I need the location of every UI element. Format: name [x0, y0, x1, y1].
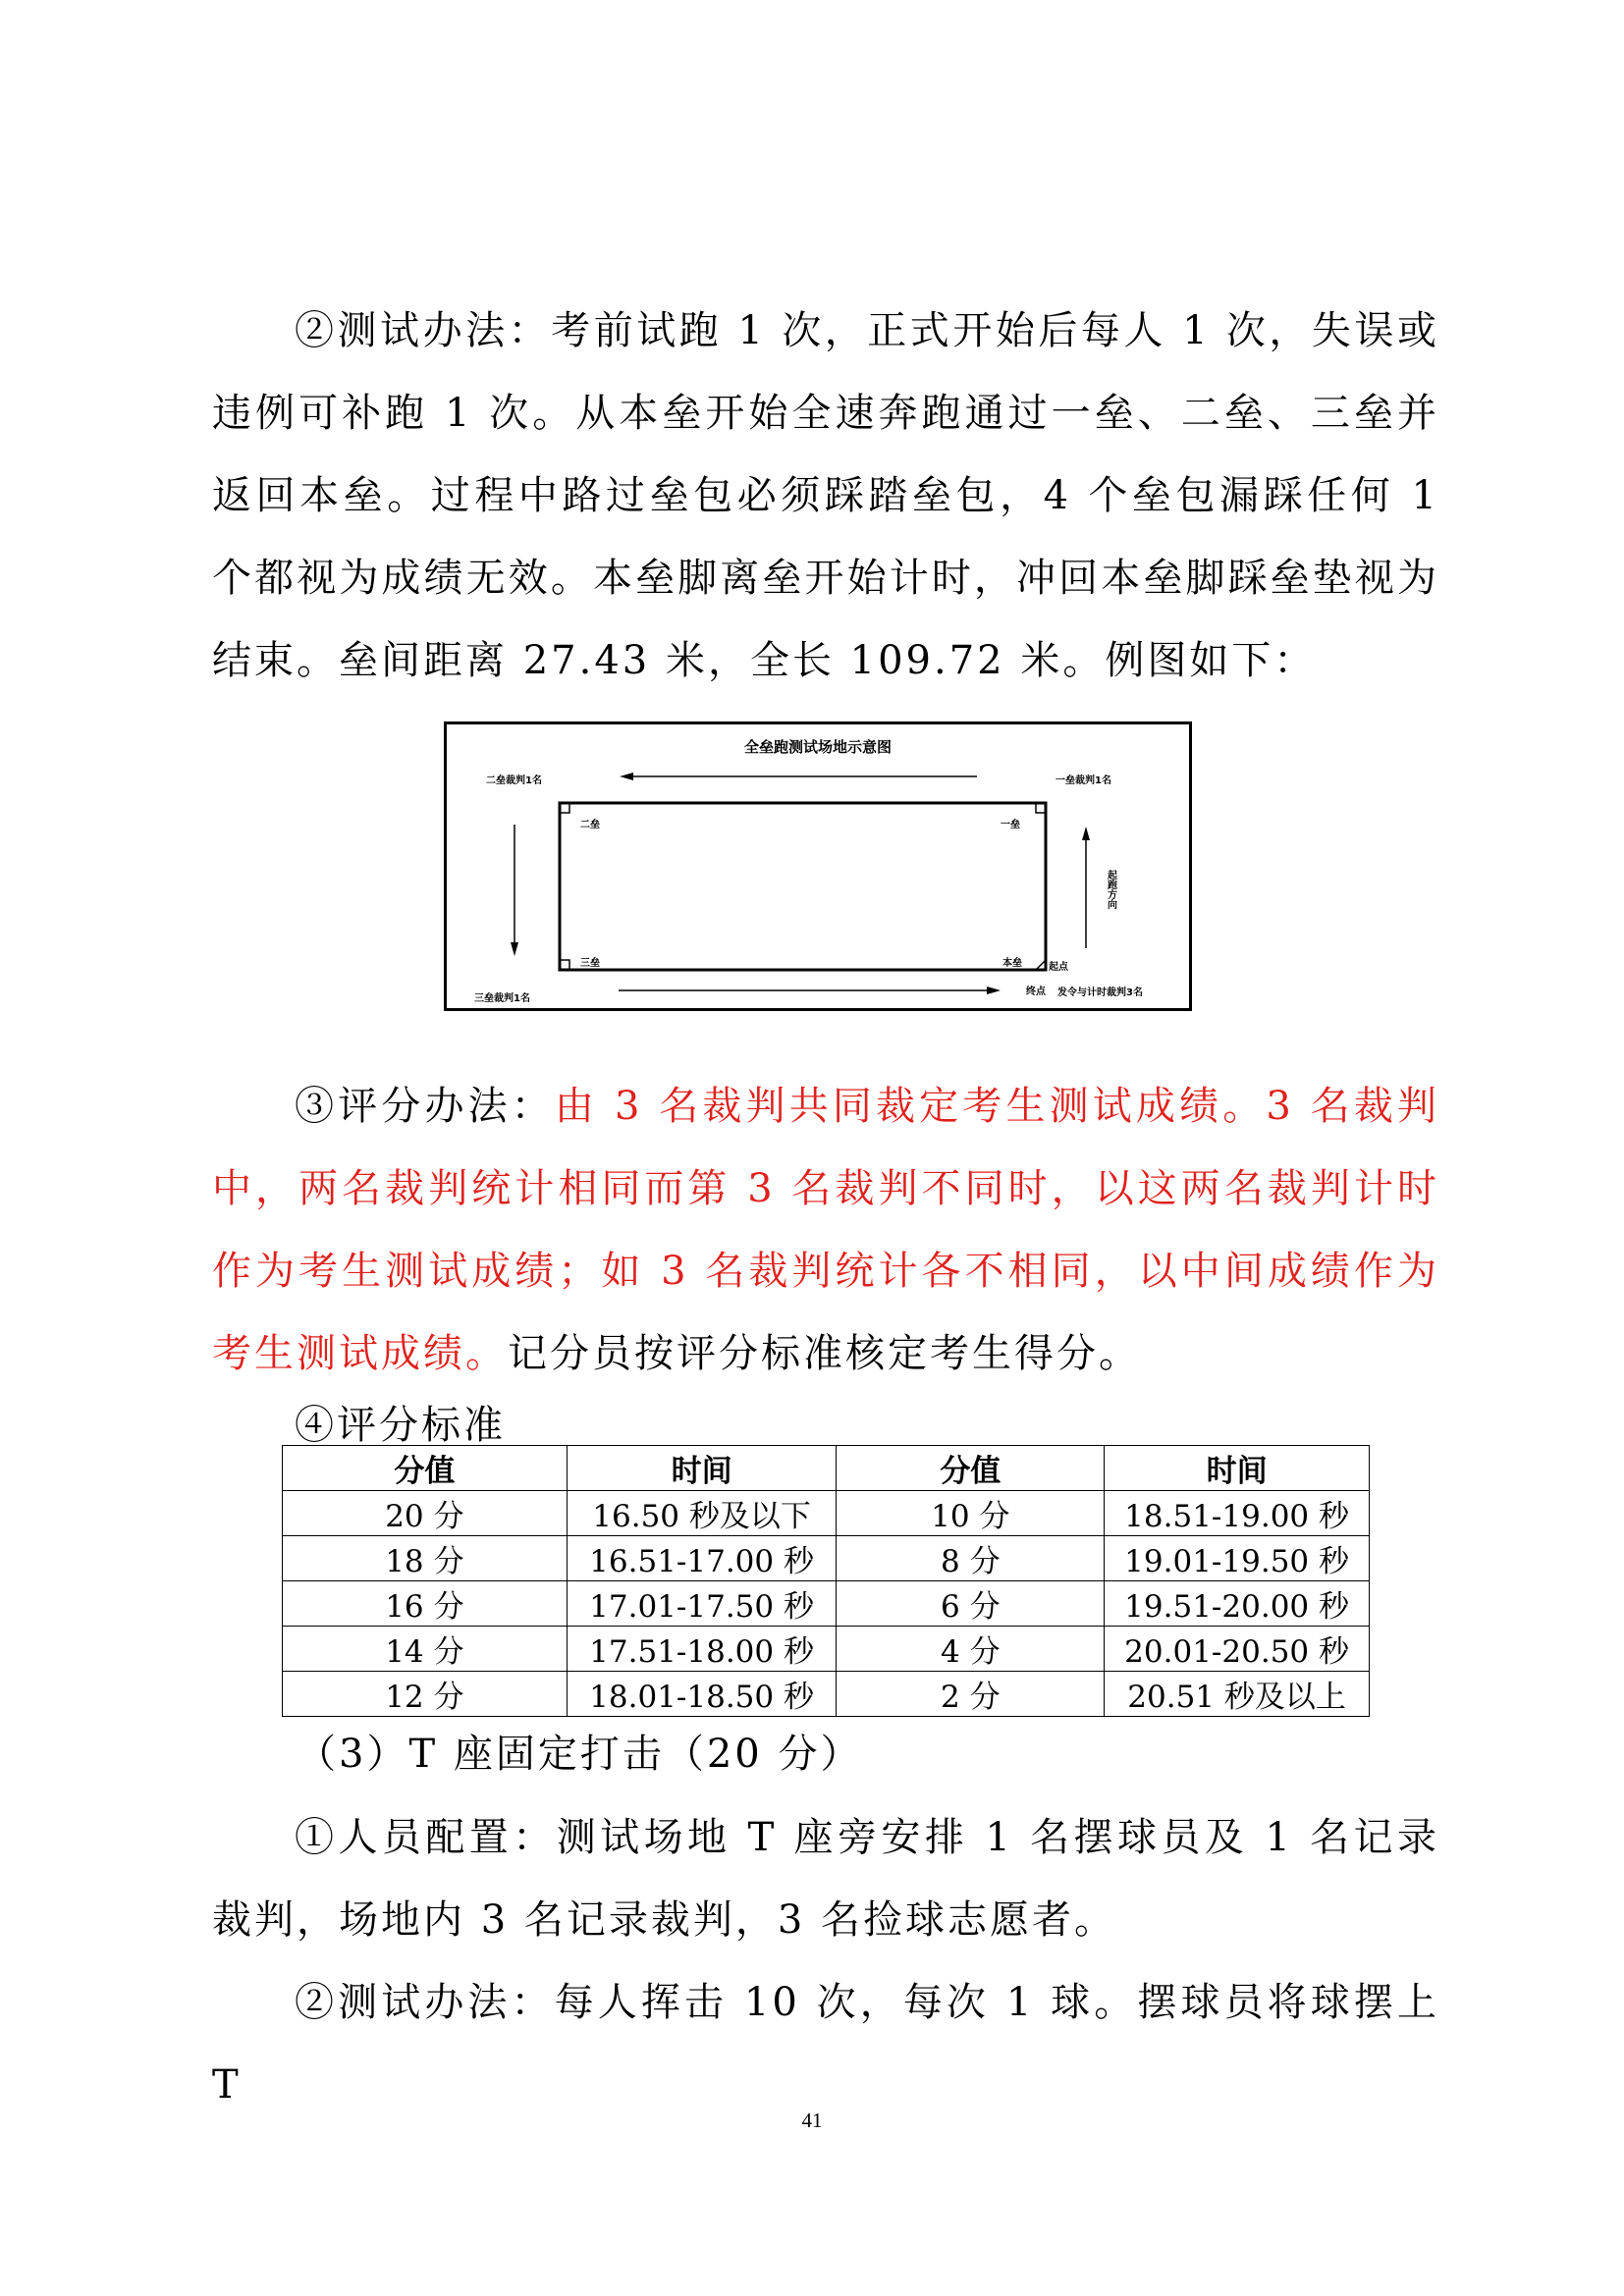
- staffing-paragraph: ①人员配置：测试场地 T 座旁安排 1 名摆球员及 1 名记录裁判，场地内 3 名记录裁判，3 名捡球志愿者。: [212, 1815, 1439, 1943]
- field-rectangle: [560, 803, 1046, 970]
- table-row: [283, 1491, 1370, 1536]
- table-cell: 2 分: [837, 1672, 1105, 1717]
- scoring-method-paragraph: [212, 1065, 1439, 1395]
- table-cell: 4 分: [837, 1627, 1105, 1672]
- scoring-method-tail: 记分员按评分标准核定考生得分。: [508, 1331, 1141, 1376]
- table-row: [283, 1581, 1370, 1627]
- table-cell: 20.01-20.50 秒: [1105, 1627, 1370, 1672]
- scoring-method-label: ③评分办法：: [295, 1084, 555, 1129]
- table-cell: 17.51-18.00 秒: [567, 1627, 837, 1672]
- table-cell: 19.51-20.00 秒: [1105, 1581, 1370, 1627]
- first-base-judge-label: 一垒裁判1名: [1056, 775, 1111, 786]
- table-cell: 12 分: [283, 1672, 568, 1717]
- table-cell: 17.01-17.50 秒: [567, 1581, 837, 1627]
- finish-point-label: 终点: [1026, 987, 1046, 997]
- table-row: [283, 1627, 1370, 1672]
- table-cell: 16 分: [283, 1581, 568, 1627]
- table-cell: 19.01-19.50 秒: [1105, 1536, 1370, 1581]
- table-cell: 16.51-17.00 秒: [567, 1536, 837, 1581]
- third-base-judge-label: 三垒裁判1名: [474, 993, 530, 1004]
- field-diagram-svg: [447, 724, 1189, 1008]
- diagram-title: 全垒跑测试场地示意图: [743, 738, 893, 756]
- table-cell: 18.01-18.50 秒: [567, 1672, 837, 1717]
- scoring-standard-heading: ④评分标准: [295, 1403, 506, 1448]
- page-number: 41: [801, 2109, 823, 2132]
- third-base-label: 三垒: [580, 958, 600, 969]
- table-cell: 10 分: [837, 1491, 1105, 1536]
- home-base-label: 本垒: [1002, 958, 1022, 969]
- table-cell: 6 分: [837, 1581, 1105, 1627]
- table-row: [283, 1536, 1370, 1581]
- table-cell: 16.50 秒及以下: [567, 1491, 837, 1536]
- header-score: 分值: [283, 1446, 568, 1491]
- header-score: 分值: [837, 1446, 1105, 1491]
- starter-timer-judges-label: 发令与计时裁判3名: [1057, 988, 1143, 998]
- table-cell: 18 分: [283, 1536, 568, 1581]
- table-cell: 20.51 秒及以上: [1105, 1672, 1370, 1717]
- table-cell: 18.51-19.00 秒: [1105, 1491, 1370, 1536]
- test-method-paragraph-2: ②测试办法：每人挥击 10 次，每次 1 球。摆球员将球摆上 T: [212, 1980, 1439, 2108]
- start-point-label: 起点: [1049, 962, 1068, 973]
- second-base-label: 二垒: [580, 820, 600, 830]
- table-header-row: [283, 1446, 1370, 1491]
- header-time: 时间: [567, 1446, 837, 1491]
- run-direction-label: 起跑方向: [1105, 870, 1116, 909]
- section-3-title: （3）T 座固定打击（20 分）: [297, 1732, 863, 1777]
- top-arrow-head: [620, 773, 633, 780]
- table-row: [283, 1672, 1370, 1717]
- header-time: 时间: [1105, 1446, 1370, 1491]
- bottom-arrow-head: [987, 987, 1001, 994]
- second-base-judge-label: 二垒裁判1名: [486, 775, 542, 786]
- test-method-paragraph: ②测试办法：考前试跑 1 次，正式开始后每人 1 次，失误或违例可补跑 1 次。从本垒开始全速奔跑通过一垒、二垒、三垒并返回本垒。过程中路过垒包必须踩踏垒包，4 个垒包漏踩任何 1 个都视为成绩无效。本垒脚离垒开始计时，冲回本垒脚踩垒垫视为结束。垒间距离 27.43 米，全长 109.72 米。例图如下：: [212, 308, 1439, 683]
- table-cell: 8 分: [837, 1536, 1105, 1581]
- first-base-label: 一垒: [1001, 820, 1020, 830]
- right-arrow-head: [1082, 827, 1090, 840]
- table-cell: 14 分: [283, 1627, 568, 1672]
- field-diagram: [444, 721, 1192, 1011]
- table-cell: 20 分: [283, 1491, 568, 1536]
- scoring-table: [282, 1445, 1370, 1717]
- scoring-method-red-text: 由 3 名裁判共同裁定考生测试成绩。3 名裁判中，两名裁判统计相同而第 3 名裁判不同时，以这两名裁判计时作为考生测试成绩；如 3 名裁判统计各不相同，以中间成绩作为考生测试成绩。: [212, 1084, 1440, 1376]
- left-arrow-head: [511, 942, 518, 956]
